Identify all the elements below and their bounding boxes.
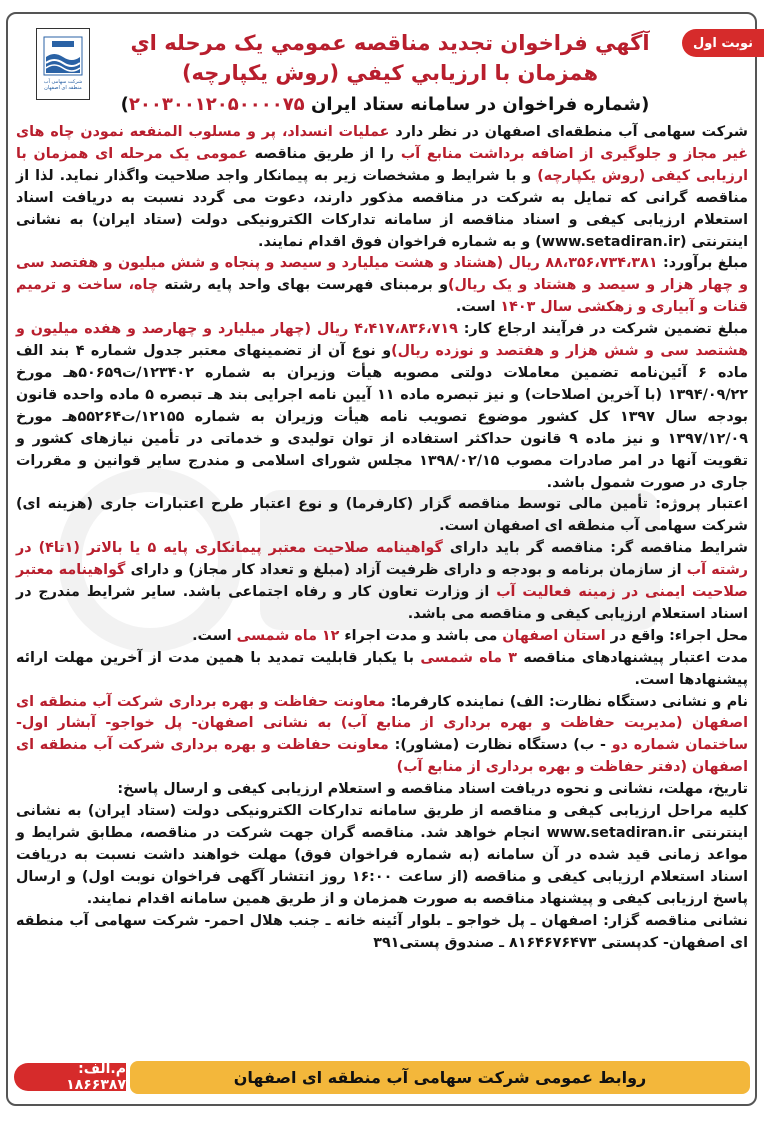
title-line1: آگهي فراخوان تجديد مناقصه عمومي يک مرحله اي [130, 31, 650, 55]
subtitle-prefix: (شماره فراخوان در سامانه ستاد ايران [310, 94, 650, 115]
paragraph-supervision: نام و نشانی دستگاه نظارت: الف) نماینده کارفرما: معاونت حفاظت و بهره برداری شرکت آب منطقه ای اصفهان (مدیریت حفاظت و بهره برداری از منابع آب) به نشانی اصفهان- پل خواجو- آبشار اول- ساختمان شماره دو - ب) دستگاه نظارت (مشاور): معاونت حفاظت و بهره برداری شرکت آب منطقه ای اصفهان (دفتر حفاظت و بهره برداری از منابع آب) [16, 693, 749, 776]
paragraph-conditions: شرایط مناقصه گر: مناقصه گر باید دارای گواهینامه صلاحیت معتبر پیمانکاری پایه ۵ یا بالاتر (۱تا۴) در رشته آب از سازمان برنامه و بودجه و دارای ظرفیت آزاد (مبلغ و تعداد کار مجاز) و دارای گواهینامه معتبر صلاحیت ایمنی در زمینه فعالیت آب از وزارت تعاون کار و رفاه اجتماعی باشد. سایر شرایط مندرج در اسناد استعلام ارزیابی کیفی و مناقصه می باشد. [16, 540, 749, 622]
company-logo [36, 28, 90, 100]
paragraph-credit: اعتبار پروژه: تأمین مالی توسط مناقصه گزار (کارفرما) و نوع اعتبار طرح اعتبارات جاری (هزینه ای) شرکت سهامی آب منطقه ای اصفهان است. [16, 496, 748, 535]
footer-org: روابط عمومی شرکت سهامی آب منطقه ای اصفهان [233, 1068, 647, 1087]
logo-caption: شرکت سهامی آب منطقه ای اصفهان [43, 79, 83, 91]
paragraph-estimate: مبلغ برآورد: ۸۸،۳۵۶،۷۳۴،۳۸۱ ریال (هشتاد و هشت میلیارد و سیصد و پنجاه و شش میلیون و هفتصد سی و چهار هزار و سیصد و هشتاد و یک ریال)و برمبنای فهرست بهای واحد پایه رشته چاه، ساخت و ترمیم قنات و آبیاری و زهکشی سال ۱۴۰۳ است. [16, 255, 748, 316]
tender-number [30, 94, 740, 115]
ad-code-badge [14, 1063, 126, 1091]
paragraph-address: نشانی مناقصه گزار: اصفهان ـ پل خواجو ـ بلوار آئینه خانه ـ جنب هلال احمر- شرکت سهامی آب منطقه ای اصفهان- کدپستی ۸۱۶۴۶۷۶۴۷۳ ـ صندوق پستی۳۹۱ [16, 912, 748, 951]
paragraph-intro: شرکت سهامی آب منطقه‌ای اصفهان در نظر دارد عملیات انسداد، پر و مسلوب المنفعه نمودن چاه های غیر مجاز و جلوگیری از اضافه برداشت منابع آب را از طریق مناقصه عمومی یک مرحله ای همزمان با ارزیابی کیفی (روش یکپارچه) و با شرایط و مشخصات زیر به پیمانکار واجد صلاحیت واگذار نماید. لذا از مناقصه گرانی که تمایل به شرکت در مناقصه مذکور دارند، دعوت می گردد نسبت به دریافت اسناد استعلام ارزیابی کیفی و اسناد مناقصه از سامانه تدارکات الکترونیکی دولت (ستاد ایران) به نشانی اینترنتی (www.setadiran.ir) و به شماره فراخوان فوق اقدام نمایند. [16, 124, 749, 250]
footer-banner [130, 1061, 750, 1094]
subtitle-suffix: ) [120, 94, 129, 115]
paragraph-location: محل اجراء: واقع در استان اصفهان می باشد و مدت اجراء ۱۲ ماه شمسی است. [192, 627, 748, 644]
subtitle-number: ۲۰۰۳۰۰۱۲۰۵۰۰۰۰۷۵ [128, 94, 305, 115]
round-badge [682, 29, 764, 57]
ad-code: م.الف: ۱۸۶۶۳۸۷ [66, 1061, 126, 1093]
water-logo-icon [42, 35, 84, 77]
paragraph-guarantee: مبلغ تضمین شرکت در فرآیند ارجاع کار: ۴،۴۱۷،۸۳۶،۷۱۹ ریال (چهار میلیارد و چهارصد و هفده میلیون و هشتصد سی و شش هزار و هفتصد و نوزده ریال)و نوع آن از تضمینهای معتبر جدول شماره ۴ بند الف ماده ۶ آئین‌نامه تضمین معاملات دولتی مصوبه هیأت وزیران به شماره ۱۲۳۴۰۲/ت۵۰۶۵۹هـ مورخ ۱۳۹۴/۰۹/۲۲ (با آخرین اصلاحات) و نیز تبصره ماده ۱۱ آیین نامه اجرایی بند هـ تبصره ۵ ماده واحده قانون بودجه سال ۱۳۹۷ کل کشور موضوع تصویب نامه هیأت وزیران به شماره ۱۲۱۵۵/ت۵۵۲۶۴هـ مورخ ۱۳۹۷/۱۲/۰۹ و نیز ماده ۹ قانون حداکثر استفاده از توان تولیدی و خدماتی در تأمین نیازهای کشور و تقویت آنها در امر صادرات مصوب ۱۳۹۸/۰۲/۱۵ مجلس شورای اسلامی و مندرج سایر قوانین و مقررات جاری در صورت شمول باشد. [16, 321, 748, 491]
ad-title [100, 28, 680, 88]
round-badge-text: نوبت اول [692, 35, 754, 51]
paragraph-procedure: کلیه مراحل ارزیابی کیفی و مناقصه از طریق سامانه تدارکات الکترونیکی دولت (ستاد ایران) به نشانی اینترنتی www.setadiran.ir انجام خواهد شد. مناقصه گران جهت شرکت در مناقصه، مطابق شرایط و مواعد زمانی قید شده در آن سامانه (به شماره فراخوان فوق) مهلت خواهند داشت نسبت به دریافت اسناد استعلام ارزیابی کیفی و مناقصه (از ساعت ۱۶:۰۰ روز انتشار آگهی فراخوان نوبت اول) و ارسال پاسخ ارزیابی کیفی و پیشنهاد مناقصه به صورت همزمان و از طریق همین سامانه اقدام نمایند. [16, 803, 748, 907]
paragraph-deadline-title: تاریخ، مهلت، نشانی و نحوه دریافت اسناد مناقصه و استعلام ارزیابی کیفی و ارسال پاسخ: [117, 781, 748, 798]
paragraph-validity: مدت اعتبار پیشنهادهای مناقصه ۳ ماه شمسی با یکبار قابلیت تمدید با همین مدت از آخرین مهلت ارائه پیشنهادها است. [16, 649, 749, 688]
title-line2: همزمان با ارزيابي کيفي (روش يکپارچه) [181, 61, 599, 85]
ad-body [16, 122, 748, 954]
